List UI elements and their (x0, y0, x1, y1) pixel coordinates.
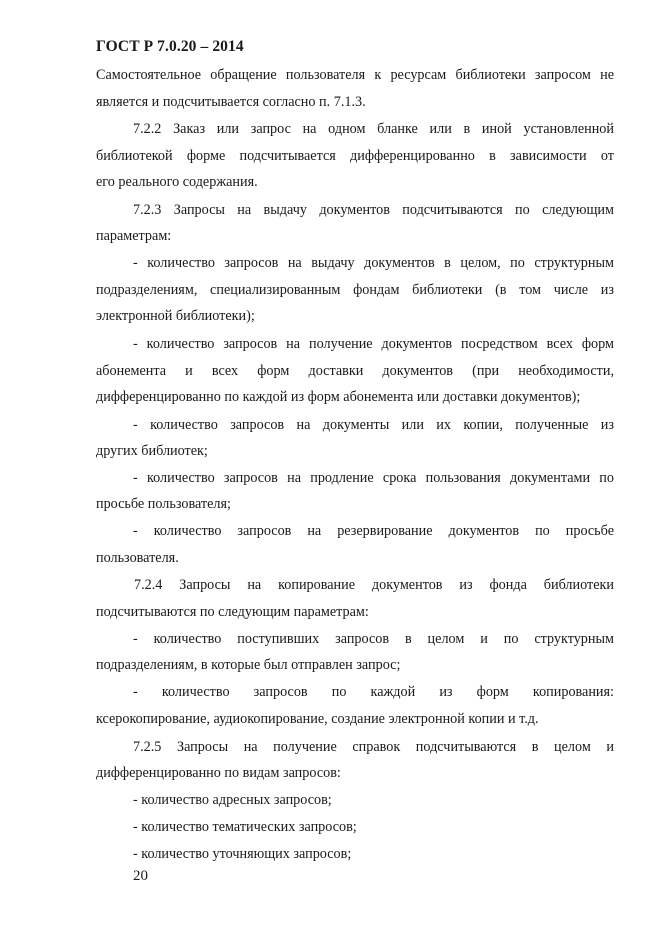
list-item-line: - количество тематических запросов; (133, 819, 357, 835)
list-item-line: - количество уточняющих запросов; (133, 846, 352, 862)
text-line: пользователя. (96, 550, 179, 566)
text-line: дифференцированно по видам запросов: (96, 765, 341, 781)
text-line: других библиотек; (96, 443, 208, 459)
text-line: подразделениям, специализированным фондам библиотеки (в том числе из (96, 282, 614, 298)
list-item-line: - количество запросов на получение документов посредством всех форм (133, 336, 614, 352)
text-line: параметрам: (96, 228, 172, 244)
text-line: библиотекой форме подсчитывается дифференцированно в зависимости от (96, 148, 614, 164)
text-line: абонемента и всех форм доставки документов (при необходимости, (96, 363, 614, 379)
list-item-line: - количество запросов по каждой из форм копирования: (133, 684, 614, 700)
text-line: Самостоятельное обращение пользователя к ресурсам библиотеки запросом не (96, 67, 614, 83)
page-number: 20 (133, 868, 148, 884)
text-line: является и подсчитывается согласно п. 7.1.3. (96, 94, 366, 110)
list-item-line: - количество запросов на резервирование документов по просьбе (133, 523, 614, 539)
text-line: подсчитываются по следующим параметрам: (96, 604, 369, 620)
section-7-2-2-line: 7.2.2 Заказ или запрос на одном бланке или в иной установленной (133, 121, 614, 137)
list-item-line: - количество запросов на продление срока пользования документами по (133, 470, 614, 486)
section-7-2-4-line: 7.2.4 Запросы на копирование документов из фонда библиотеки (134, 577, 614, 593)
text-line: просьбе пользователя; (96, 496, 231, 512)
text-line: электронной библиотеки); (96, 308, 255, 324)
text-line: ксерокопирование, аудиокопирование, создание электронной копии и т.д. (96, 711, 539, 727)
list-item-line: - количество запросов на документы или их копии, полученные из (133, 417, 614, 433)
section-7-2-3-line: 7.2.3 Запросы на выдачу документов подсчитываются по следующим (133, 202, 614, 218)
list-item-line: - количество поступивших запросов в целом и по структурным (133, 631, 614, 647)
standard-title: ГОСТ Р 7.0.20 – 2014 (96, 38, 244, 55)
text-line: подразделениям, в которые был отправлен запрос; (96, 657, 401, 673)
text-line: его реального содержания. (96, 174, 258, 190)
text-line: дифференцированно по каждой из форм абонемента или доставки документов); (96, 389, 581, 405)
list-item-line: - количество запросов на выдачу документов в целом, по структурным (133, 255, 614, 271)
list-item-line: - количество адресных запросов; (133, 792, 332, 808)
section-7-2-5-line: 7.2.5 Запросы на получение справок подсчитываются в целом и (133, 739, 614, 755)
